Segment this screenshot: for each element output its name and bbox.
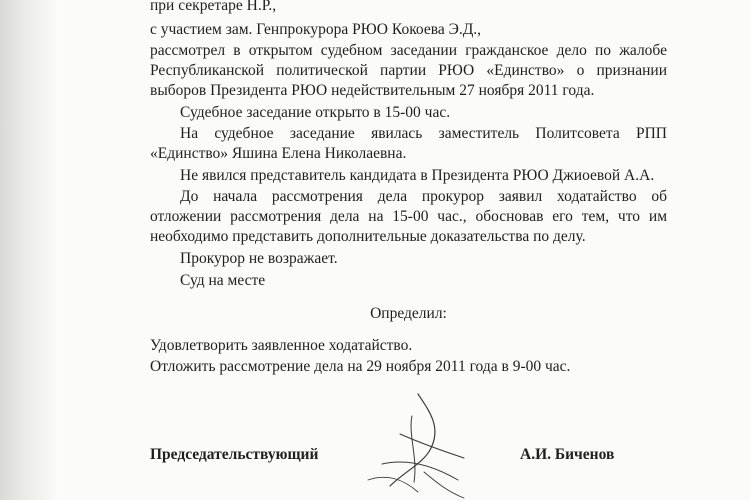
text-line-motion-3: необходимо представить дополнительные доказательства по делу.	[150, 228, 586, 245]
text-line-secretary: при секретаре Н.Р.,	[150, 0, 277, 14]
handwritten-signature	[360, 388, 500, 500]
text-line-motion-2: отложении рассмотрения дела на 15-00 час., обосновав его тем, что им	[150, 208, 667, 225]
text-line-case-3: выборов Президента РЮО недействительным 27 ноября 2011 года.	[150, 82, 595, 99]
text-line-motion-1: До начала рассмотрения дела прокурор заявил ходатайство об	[180, 188, 667, 205]
text-line-attended-2: «Единство» Яшина Елена Николаевна.	[150, 145, 407, 162]
text-line-case-2: Республиканской политической партии РЮО «Единство» о признании	[150, 62, 667, 79]
text-line-case-1: рассмотрел в открытом судебном заседании гражданское дело по жалобе	[150, 42, 667, 59]
section-heading: Определил:	[370, 305, 447, 322]
text-line-session-open: Судебное заседание открыто в 15-00 час.	[180, 104, 451, 121]
text-line-no-objection: Прокурор не возражает.	[180, 250, 338, 267]
resolution-line-1: Удовлетворить заявленное ходатайство.	[150, 337, 413, 354]
signature-name: А.И. Биченов	[520, 446, 615, 463]
text-line-prosecutor: с участием зам. Генпрокурора РЮО Кокоева Э.Д.,	[150, 21, 482, 38]
text-line-attended-1: На судебное заседание явилась заместитель Политсовета РПП	[180, 125, 667, 142]
resolution-line-2: Отложить рассмотрение дела на 29 ноября 2011 года в 9-00 час.	[150, 358, 571, 375]
text-line-absent: Не явился представитель кандидата в Президента РЮО Джиоевой А.А.	[180, 167, 655, 184]
text-line-court-present: Суд на месте	[180, 272, 266, 289]
signature-role: Председательствующий	[150, 446, 319, 463]
